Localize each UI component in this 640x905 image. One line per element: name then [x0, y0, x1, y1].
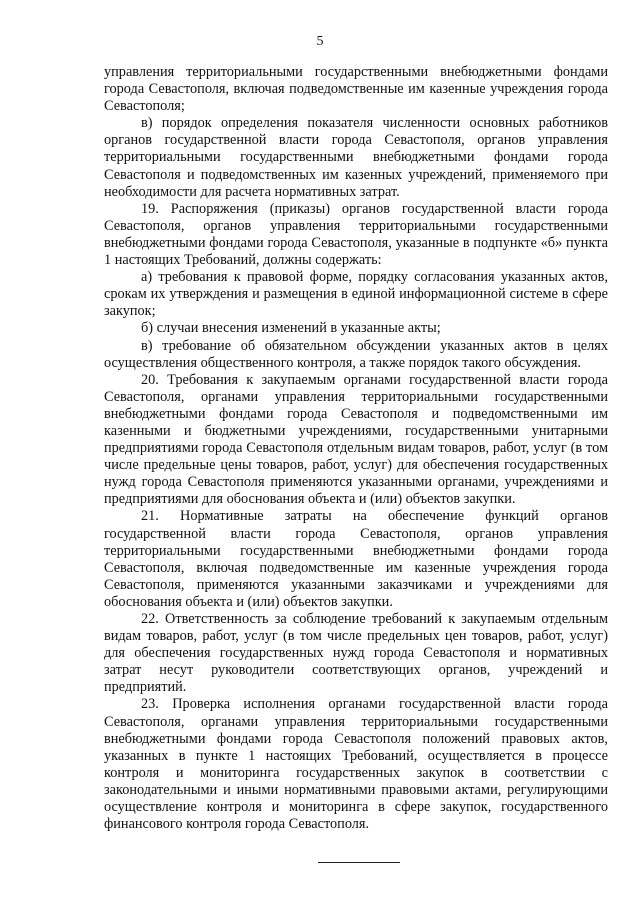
paragraph-21: 21. Нормативные затраты на обеспечение функций органов государственной власти города Севастополя, органов управления территориальными государственными внебюджетными фондами города Севастополя, включая подведомственные им казенные учреждения города Севастополя, применяются указанными заказчиками и учреждениями для обоснования объекта и (или) объектов закупки. [104, 508, 608, 610]
paragraph-continuation: управления территориальными государственными внебюджетными фондами города Севастополя, включая подведомственные им казенные учреждения города Севастополя; [104, 64, 608, 115]
document-body [104, 64, 608, 833]
paragraph-22: 22. Ответственность за соблюдение требований к закупаемым отдельным видам товаров, работ, услуг (в том числе предельных цен товаров, работ, услуг) для обеспечения государственных нужд города Севастополя и нормативных затрат несут руководители соответствующих органов, учреждений и предприятий. [104, 611, 608, 696]
end-of-document-rule [318, 862, 400, 863]
paragraph-19a: а) требования к правовой форме, порядку согласования указанных актов, срокам их утверждения и размещения в единой информационной системе в сфере закупок; [104, 269, 608, 320]
paragraph-20: 20. Требования к закупаемым органами государственной власти города Севастополя, органами управления территориальными государственными внебюджетными фондами города Севастополя и подведомственными им казенными и бюджетными учреждениями, государственными унитарными предприятиями города Севастополя отдельным видам товаров, работ, услуг (в том числе предельные цены товаров, работ, услуг) для обеспечения государственных нужд города Севастополя применяются указанными органами, учреждениями и предприятиями для обоснования объекта и (или) объектов закупки. [104, 371, 608, 508]
paragraph-19v: в) требование об обязательном обсуждении указанных актов в целях осуществления общественного контроля, а также порядок такого обсуждения. [104, 337, 608, 371]
paragraph-18v: в) порядок определения показателя численности основных работников органов государственной власти города Севастополя, органов управления территориальными государственными внебюджетными фондами города Севастополя и подведомственных им казенных учреждений, применяемого при необходимости для расчета нормативных затрат. [104, 115, 608, 200]
page-number: 5 [316, 34, 324, 49]
paragraph-19: 19. Распоряжения (приказы) органов государственной власти города Севастополя, органов управления территориальными государственными внебюджетными фондами города Севастополя, указанные в подпункте «б» пункта 1 настоящих Требований, должны содержать: [104, 200, 608, 269]
paragraph-23: 23. Проверка исполнения органами государственной власти города Севастополя, органами управления территориальными государственными внебюджетными фондами города Севастополя положений правовых актов, указанных в пункте 1 настоящих Требований, осуществляется в процессе контроля и мониторинга государственных закупок в соответствии с законодательными и иными нормативными правовыми актами, регулирующими осуществление контроля и мониторинга в сфере закупок, государственного финансового контроля города Севастополя. [104, 696, 608, 833]
paragraph-19b: б) случаи внесения изменений в указанные акты; [141, 320, 441, 337]
